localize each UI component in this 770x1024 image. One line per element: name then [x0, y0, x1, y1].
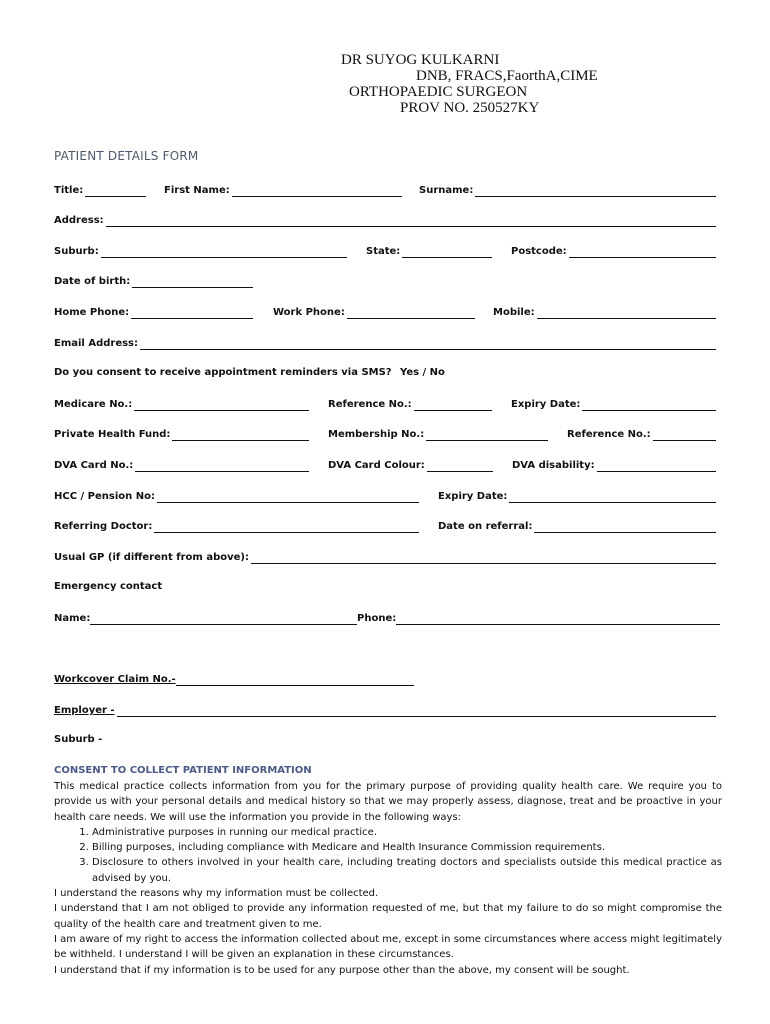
workcover-field[interactable] — [54, 672, 414, 686]
hcc-field[interactable] — [54, 489, 419, 503]
row-suburb — [54, 244, 716, 260]
dva-disability-label: DVA disability: — [512, 460, 595, 471]
consent-statement: I understand that if my information is to be used for any purpose other than the above, my consent will be sought. — [54, 964, 630, 976]
list-item: 3. Disclosure to others involved in your health care, including treating doctors and specialists outside this medical practice as advised by you. — [92, 855, 722, 886]
surname-label: Surname: — [419, 185, 474, 196]
sms-consent-question: Do you consent to receive appointment reminders via SMS? — [54, 367, 392, 378]
row-emergency — [54, 580, 716, 596]
emergency-phone-field[interactable] — [357, 611, 720, 625]
referring-doctor-label: Referring Doctor: — [54, 521, 153, 532]
row-usual-gp — [54, 550, 716, 566]
medicare-field[interactable] — [54, 397, 309, 411]
provider-number: PROV NO. 250527KY — [400, 100, 540, 116]
row-address — [54, 213, 716, 229]
mobile-field[interactable] — [493, 305, 716, 319]
home-phone-field[interactable] — [54, 305, 253, 319]
consent-intro: This medical practice collects information from you for the primary purpose of providing quality health care. We require you to provide us with your personal details and medical history so that we may properly assess, diagnose, treat and be proactive in your health care needs. We will use the information you provide in the following ways: — [54, 781, 722, 823]
doctor-specialty: ORTHOPAEDIC SURGEON — [349, 84, 528, 100]
row-dob — [54, 274, 716, 290]
usual-gp-field[interactable] — [54, 550, 716, 564]
usual-gp-label: Usual GP (if different from above): — [54, 552, 249, 563]
dva-card-label: DVA Card No.: — [54, 460, 134, 471]
consent-purposes-list — [54, 825, 722, 886]
doctor-qualifications: DNB, FRACS,FaorthA,CIME — [416, 68, 598, 84]
medicare-label: Medicare No.: — [54, 399, 133, 410]
sms-yes-no-options[interactable]: Yes / No — [400, 367, 445, 378]
row-phones — [54, 305, 716, 321]
postcode-label: Postcode: — [511, 246, 567, 257]
consent-body — [54, 779, 722, 978]
row-employer — [54, 703, 716, 719]
emergency-phone-label: Phone: — [357, 613, 397, 624]
surname-field[interactable] — [419, 183, 716, 197]
consent-title: CONSENT TO COLLECT PATIENT INFORMATION — [54, 765, 312, 776]
row-medicare — [54, 397, 716, 413]
dob-label: Date of birth: — [54, 276, 131, 287]
address-label: Address: — [54, 215, 104, 226]
state-label: State: — [366, 246, 401, 257]
medicare-reference-field[interactable] — [328, 397, 492, 411]
consent-statement: I understand that I am not obliged to provide any information requested of me, but that my failure to do so might compromise the quality of the health care and treatment given to me. — [54, 903, 722, 930]
row-workcover — [54, 672, 716, 688]
doctor-name: DR SUYOG KULKARNI — [341, 52, 500, 68]
dva-disability-field[interactable] — [512, 458, 716, 472]
fund-reference-label: Reference No.: — [567, 429, 651, 440]
title-label: Title: — [54, 185, 84, 196]
fund-reference-field[interactable] — [567, 427, 716, 441]
date-referral-label: Date on referral: — [438, 521, 533, 532]
first-name-field[interactable] — [164, 183, 402, 197]
medicare-expiry-field[interactable] — [511, 397, 716, 411]
mobile-label: Mobile: — [493, 307, 535, 318]
date-referral-field[interactable] — [438, 519, 716, 533]
work-phone-label: Work Phone: — [273, 307, 345, 318]
hcc-label: HCC / Pension No: — [54, 491, 155, 502]
row-suburb-2 — [54, 733, 716, 749]
dva-card-field[interactable] — [54, 458, 309, 472]
emergency-name-field[interactable] — [54, 611, 357, 625]
address-field[interactable] — [54, 213, 716, 227]
consent-statement: I understand the reasons why my information must be collected. — [54, 888, 379, 900]
emergency-contact-heading: Emergency contact — [54, 581, 163, 592]
dva-colour-label: DVA Card Colour: — [328, 460, 425, 471]
employer-label: Employer - — [54, 705, 115, 716]
health-fund-label: Private Health Fund: — [54, 429, 171, 440]
hcc-expiry-field[interactable] — [438, 489, 716, 503]
list-item: 1. Administrative purposes in running our medical practice. — [92, 825, 722, 840]
membership-field[interactable] — [328, 427, 548, 441]
consent-statement: I am aware of my right to access the information collected about me, except in some circumstances where access might legitimately be withheld. I understand I will be given an explanation in these circumstances. — [54, 933, 722, 961]
list-item: 2. Billing purposes, including compliance with Medicare and Health Insurance Commission requirements. — [92, 840, 722, 855]
row-referring — [54, 519, 716, 535]
work-phone-field[interactable] — [273, 305, 475, 319]
hcc-expiry-label: Expiry Date: — [438, 491, 508, 502]
row-sms — [54, 366, 716, 382]
health-fund-field[interactable] — [54, 427, 309, 441]
workcover-label: Workcover Claim No.- — [54, 674, 176, 685]
home-phone-label: Home Phone: — [54, 307, 130, 318]
title-field[interactable] — [54, 183, 146, 197]
first-name-label: First Name: — [164, 185, 230, 196]
row-name — [54, 183, 716, 199]
employer-field[interactable] — [54, 703, 716, 717]
form-title: PATIENT DETAILS FORM — [54, 149, 199, 163]
postcode-field[interactable] — [511, 244, 716, 258]
dva-colour-field[interactable] — [328, 458, 493, 472]
row-hcc — [54, 489, 716, 505]
employer-suburb-label: Suburb - — [54, 734, 103, 745]
email-label: Email Address: — [54, 338, 139, 349]
emergency-name-label: Name: — [54, 613, 91, 624]
row-dva — [54, 458, 716, 474]
row-emergency-name — [54, 611, 720, 627]
row-health-fund — [54, 427, 716, 443]
medicare-expiry-label: Expiry Date: — [511, 399, 581, 410]
email-field[interactable] — [54, 336, 716, 350]
referring-doctor-field[interactable] — [54, 519, 419, 533]
suburb-field[interactable] — [54, 244, 347, 258]
dob-field[interactable] — [54, 274, 253, 288]
membership-label: Membership No.: — [328, 429, 425, 440]
suburb-label: Suburb: — [54, 246, 99, 257]
row-email — [54, 336, 716, 352]
medicare-reference-label: Reference No.: — [328, 399, 412, 410]
state-field[interactable] — [366, 244, 492, 258]
